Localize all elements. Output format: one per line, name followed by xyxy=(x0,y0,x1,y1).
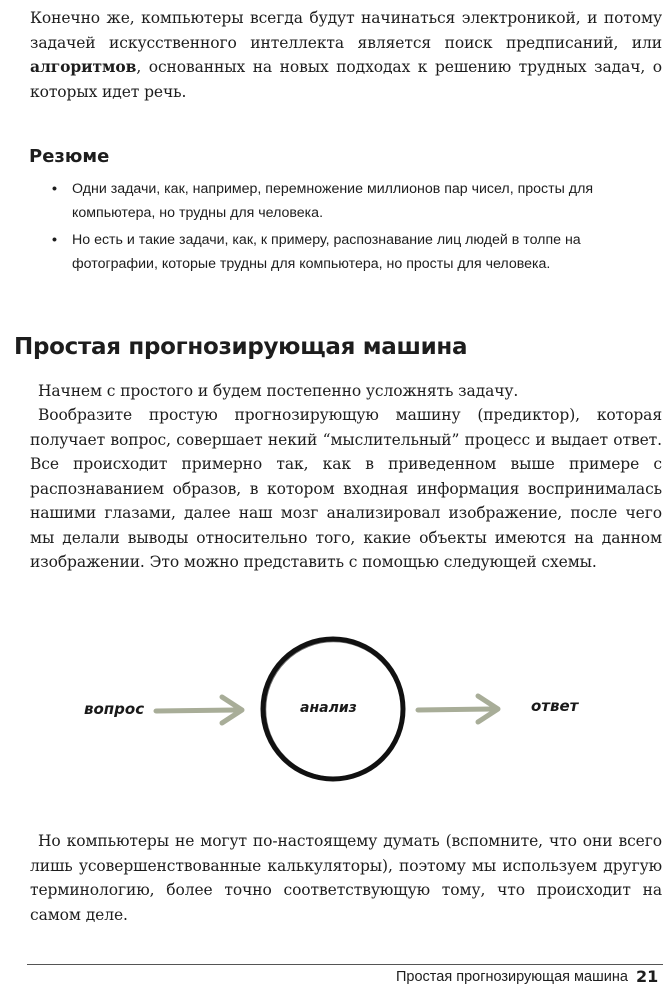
intro-paragraph xyxy=(30,6,662,104)
intro-text-end: , основанных на новых подходах к решению трудных задач, о которых идет речь. xyxy=(30,58,662,101)
section-heading: Простая прогнозирующая машина xyxy=(14,334,468,360)
summary-item xyxy=(44,228,656,276)
footer-running-title: Простая прогнозирующая машина xyxy=(396,969,628,985)
summary-item-text: Одни задачи, как, например, перемножение миллионов пар чисел, просты для компьютера, но трудны для человека. xyxy=(72,181,594,221)
summary-item xyxy=(44,177,656,225)
diagram-process-label: анализ xyxy=(300,700,357,716)
diagram-output-label: ответ xyxy=(531,697,579,715)
section-paragraph-1: Начнем с простого и будем постепенно усложнять задачу. xyxy=(38,382,519,400)
bullet-icon: • xyxy=(52,232,57,248)
summary-title: Резюме xyxy=(29,146,110,167)
summary-list xyxy=(44,177,656,279)
diagram-graphics xyxy=(0,630,665,810)
summary-item-text: Но есть и такие задачи, как, к примеру, распознавание лиц людей в толпе на фотографии, которые трудны для компьютера, но просты для человека. xyxy=(72,232,581,272)
predictor-diagram xyxy=(0,630,665,810)
intro-bold-term: алгоритмов xyxy=(30,57,137,76)
page-number: 21 xyxy=(636,967,659,986)
footer-divider xyxy=(27,964,663,965)
closing-paragraph: Но компьютеры не могут по-настоящему думать (вспомните, что они всего лишь усовершенствованные калькуляторы), поэтому мы используем другую терминологию, более точно соответствующую тому, что происходит на самом деле. xyxy=(30,832,662,924)
output-arrow-icon xyxy=(418,696,498,722)
intro-text-start: Конечно же, компьютеры всегда будут начинаться электроникой, и потому задачей искусственного интеллекта является поиск предписаний, или xyxy=(30,9,662,52)
section-paragraph-2: Вообразите простую прогнозирующую машину (предиктор), которая получает вопрос, совершает некий “мыслительный” процесс и выдает ответ. Все происходит примерно так, как в приведенном выше примере с распознаванием образов, в котором входная информация воспринималась нашими глазами, далее наш мозг анализировал изображение, после чего мы делали выводы относительно того, какие объекты имеются на данном изображении. Это можно представить с помощью следующей схемы. xyxy=(30,406,662,571)
input-arrow-icon xyxy=(156,697,242,723)
diagram-input-label: вопрос xyxy=(84,700,145,718)
bullet-icon: • xyxy=(52,181,57,197)
